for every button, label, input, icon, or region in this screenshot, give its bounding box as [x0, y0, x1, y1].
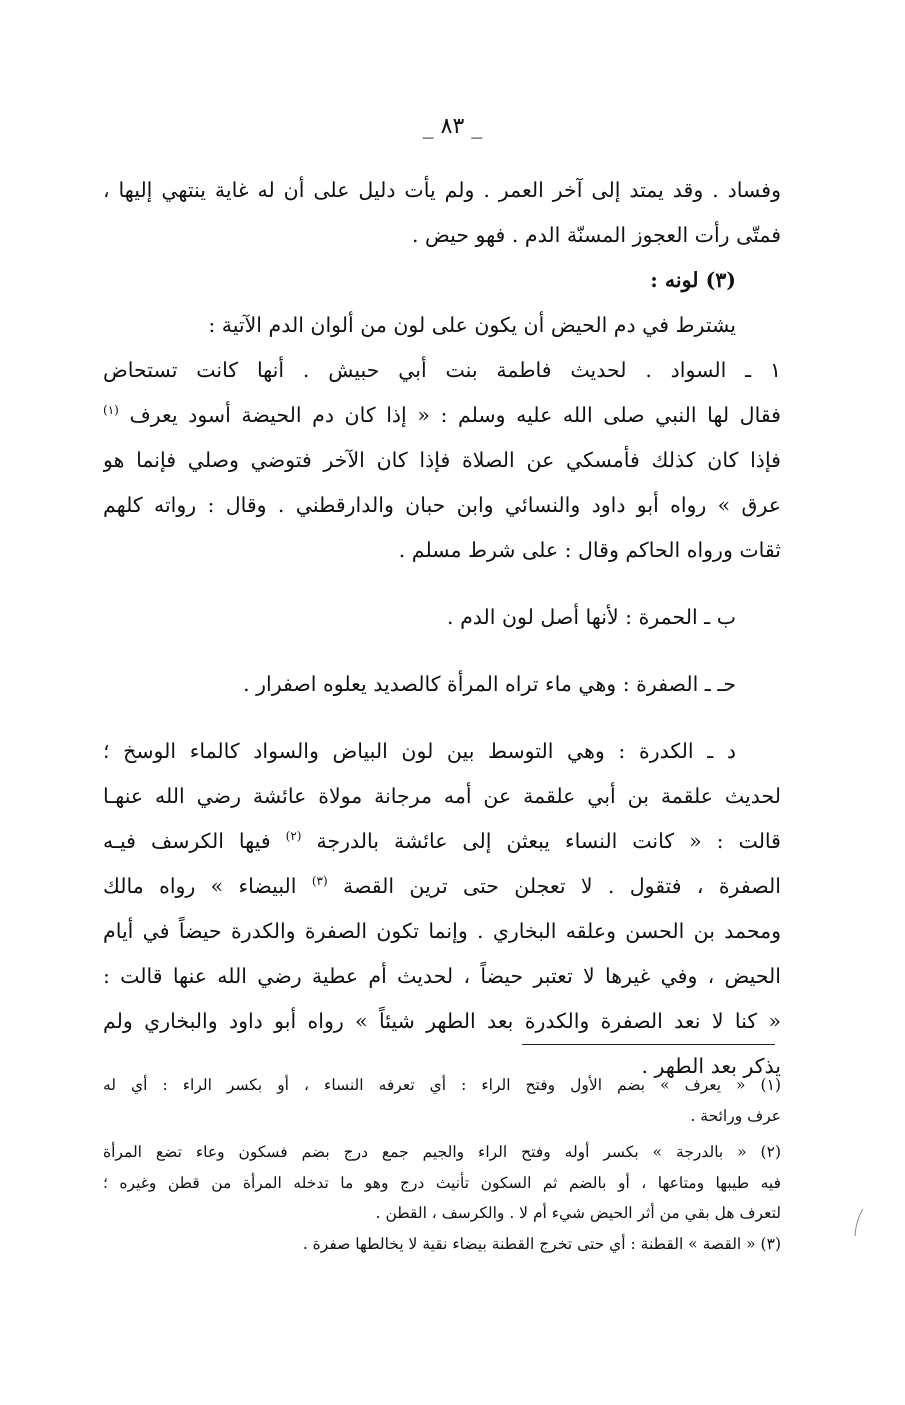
item1-line-4: عرق » رواه أبو داود والنسائي وابن حبان والدارقطني . وقال : رواته كلهم	[103, 493, 781, 517]
item1-line-3: فإذا كان كذلك فأمسكي عن الصلاة فإذا كان الآخر فتوضي وصلي فإنما هو	[103, 448, 781, 472]
item2-line: ب ـ الحمرة : لأنها أصل لون الدم .	[447, 605, 736, 629]
footnote-2-line-1: (٢) « بالدرجة » بكسر أوله وفتح الراء والجيم جمع درج بضم فسكون وعاء تضع المرأة	[103, 1143, 781, 1161]
item1-line-1: ١ ـ السواد . لحديث فاطمة بنت أبي حبيش . أنها كانت تستحاض	[103, 358, 781, 382]
intro-line-2: فمتّى رأت العجوز المسنّة الدم . فهو حيض .	[412, 223, 781, 247]
item4-line-1: د ـ الكدرة : وهي التوسط بين لون البياض والسواد كالماء الوسخ ؛	[103, 739, 736, 763]
item4-line-4b: البيضاء » رواه مالك	[103, 874, 297, 898]
page-number: _ ٨٣ _	[422, 114, 483, 139]
condition-line: يشترط في دم الحيض أن يكون على لون من ألوان الدم الآتية :	[208, 313, 736, 337]
footnote-2-line-2: فيه طيبها ومتاعها ، أو بالضم ثم السكون تأنيث درج وهو ما تدخله المرأة من قطن وغيره ؛	[103, 1173, 781, 1192]
footnote-separator	[522, 1044, 775, 1045]
footnote-1-line-1: (١) « يعرف » بضم الأول وفتح الراء : أي تعرفه النساء ، أو بكسر الراء : أي له	[103, 1076, 781, 1094]
footnote-2-line-3: لتعرف هل بقي من أثر الحيض شيء أم لا . والكرسف ، القطن .	[375, 1204, 781, 1222]
item3-line: حـ ـ الصفرة : وهي ماء تراه المرأة كالصديد يعلوه اصفرار .	[243, 672, 736, 696]
spacer	[103, 640, 781, 662]
item4-line-4a: الصفرة ، فتقول . لا تعجلن حتى ترين القصة	[342, 874, 781, 898]
item4-line-7: « كنا لا نعد الصفرة والكدرة بعد الطهر شيئاً » رواه أبو داود والبخاري ولم	[103, 1009, 781, 1033]
spacer	[103, 707, 781, 729]
item4-line-8: يذكر بعد الطهر .	[641, 1054, 781, 1078]
item1-line-2-text: فقال لها النبي صلى الله عليه وسلم : « إذا كان دم الحيضة أسود يعرف	[129, 403, 781, 427]
item4-line-4	[103, 864, 781, 909]
footnote-ref-1: (١)	[103, 403, 119, 418]
margin-pencil-mark	[852, 1208, 866, 1238]
section-heading: (٣) لونه :	[650, 268, 736, 292]
item4-line-5: ومحمد بن الحسن وعلقه البخاري . وإنما تكون الصفرة والكدرة حيضاً في أيام	[103, 919, 781, 943]
footnote-ref-2: (٢)	[285, 829, 302, 844]
item1-line-2	[103, 393, 781, 438]
item4-line-3b: فيها الكرسف فيـه	[103, 829, 271, 853]
item4-line-3	[103, 819, 781, 864]
footnote-ref-3: (٣)	[311, 874, 328, 889]
footnotes	[103, 1070, 781, 1259]
spacer	[103, 573, 781, 595]
item1-line-5: ثقات ورواه الحاكم وقال : على شرط مسلم .	[398, 538, 781, 562]
footnote-3-line-1: (٣) « القصة » القطنة : أي حتى تخرج القطنة بيضاء نقية لا يخالطها صفرة .	[302, 1234, 781, 1253]
item4-line-2: لحديث علقمة بن أبي علقمة عن أمه مرجانة مولاة عائشة رضي الله عنهـا	[103, 784, 781, 808]
footnote-1-line-2: عرف ورائحة .	[690, 1106, 781, 1125]
main-text	[103, 168, 781, 1089]
item4-line-6: الحيض ، وفي غيرها لا تعتبر حيضاً ، لحديث أم عطية رضي الله عنها قالت :	[103, 964, 781, 988]
intro-line-1: وفساد . وقد يمتد إلى آخر العمر . ولم يأت دليل على أن له غاية ينتهي إليها ،	[103, 178, 781, 202]
item4-line-3a: قالت : « كانت النساء يبعثن إلى عائشة بالدرجة	[316, 829, 781, 853]
